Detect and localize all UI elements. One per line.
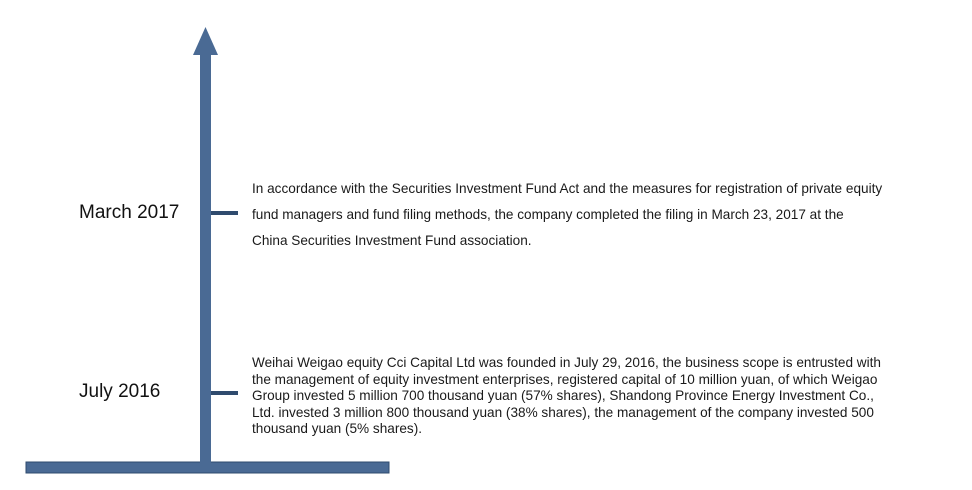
timeline-axis xyxy=(200,52,211,463)
timeline-baseline xyxy=(26,462,389,473)
description-line: China Securities Investment Fund association. xyxy=(252,233,532,248)
event-description-july-2016 xyxy=(252,355,964,438)
timeline-tick-march-2017 xyxy=(211,211,238,215)
description-line: In accordance with the Securities Investment Fund Act and the measures for registration of private equity xyxy=(252,181,883,196)
description-line: fund managers and fund filing methods, the company completed the filing in March 23, 2017 at the xyxy=(252,207,844,222)
description-line: thousand yuan (5% shares). xyxy=(252,421,423,436)
timeline-arrowhead-icon xyxy=(193,27,218,55)
description-line: Weihai Weigao equity Cci Capital Ltd was founded in July 29, 2016, the business scope is entrusted with xyxy=(252,355,881,370)
description-line: Group invested 5 million 700 thousand yuan (57% shares), Shandong Province Energy Investment Co., xyxy=(252,388,874,403)
event-description-march-2017 xyxy=(252,176,964,254)
event-date-july-2016: July 2016 xyxy=(79,381,161,402)
timeline-tick-july-2016 xyxy=(211,391,238,395)
description-line: Ltd. invested 3 million 800 thousand yuan (38% shares), the management of the company invested 500 xyxy=(252,404,874,420)
description-line: the management of equity investment enterprises, registered capital of 10 million yuan, of which Weigao xyxy=(252,371,878,387)
event-date-march-2017: March 2017 xyxy=(79,202,180,223)
